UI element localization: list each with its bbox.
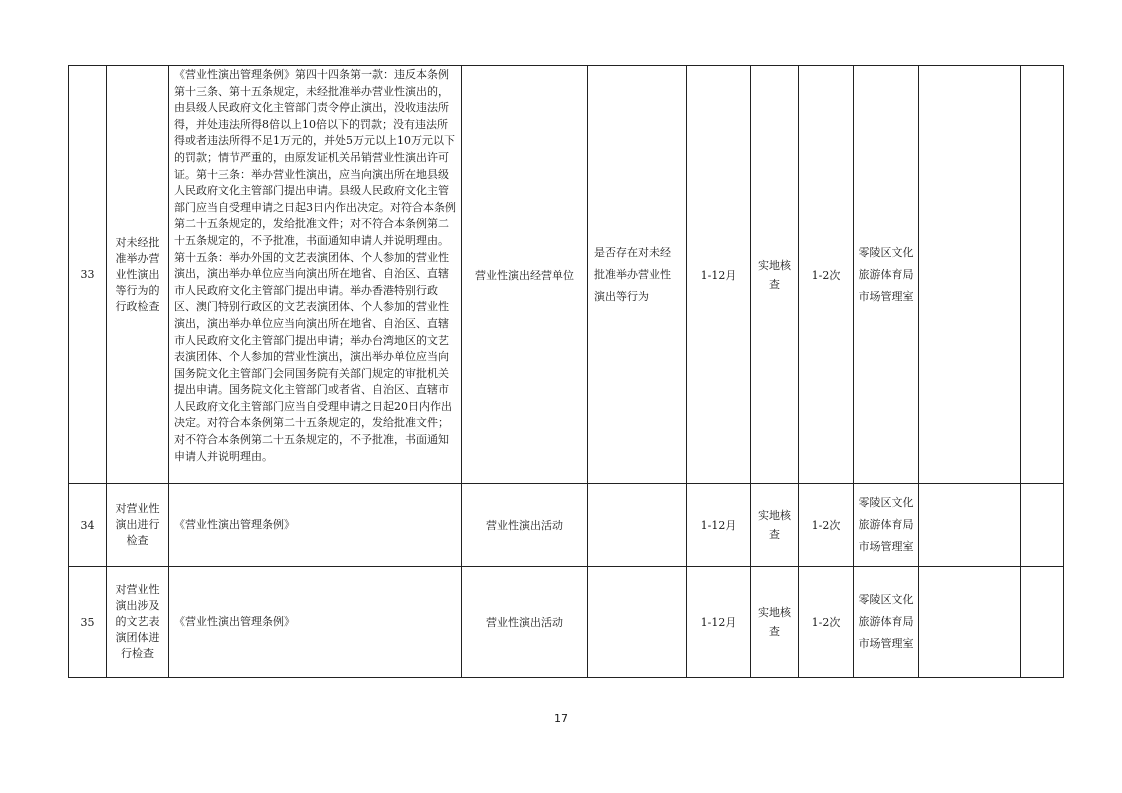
inspection-object: 营业性演出活动 [462,484,588,567]
inspection-item: 对营业性演出涉及的文艺表演团体进行检查 [107,567,169,678]
extra-cell [919,567,1021,678]
responsible-office: 零陵区文化旅游体育局市场管理室 [854,484,919,567]
inspection-time: 1-12月 [687,484,751,567]
inspection-method: 实地核查 [751,484,799,567]
inspection-content: 是否存在对未经批准举办营业性演出等行为 [588,66,687,484]
inspection-item: 对营业性演出进行检查 [107,484,169,567]
legal-basis: 《营业性演出管理条例》 [169,567,462,678]
extra-cell [1021,66,1064,484]
inspection-item: 对未经批准举办营业性演出等行为的行政检查 [107,66,169,484]
extra-cell [919,66,1021,484]
table-row [69,567,1064,678]
responsible-office: 零陵区文化旅游体育局市场管理室 [854,66,919,484]
inspection-method: 实地核查 [751,66,799,484]
row-number: 35 [69,567,107,678]
legal-basis: 《营业性演出管理条例》第四十四条第一款：违反本条例第十三条、第十五条规定，未经批准举办营业性演出的，由县级人民政府文化主管部门责令停止演出，没收违法所得，并处违法所得8倍以上10倍以下的罚款；没有违法所得或者违法所得不足1万元的，并处5万元以上10万元以下的罚款；情节严重的，由原发证机关吊销营业性演出许可证。第十三条：举办营业性演出，应当向演出所在地县级人民政府文化主管部门提出申请。县级人民政府文化主管部门应当自受理申请之日起3日内作出决定。对符合本条例第二十五条规定的，发给批准文件；对不符合本条例第二十五条规定的，不予批准，书面通知申请人并说明理由。第十五条：举办外国的文艺表演团体、个人参加的营业性演出，演出举办单位应当向演出所在地省、自治区、直辖市人民政府文化主管部门提出申请。举办香港特别行政区、澳门特别行政区的文艺表演团体、个人参加的营业性演出，演出举办单位应当向演出所在地省、自治区、直辖市人民政府文化主管部门提出申请；举办台湾地区的文艺表演团体、个人参加的营业性演出，演出举办单位应当向国务院文化主管部门会同国务院有关部门规定的审批机关提出申请。国务院文化主管部门或者省、自治区、直辖市人民政府文化主管部门应当自受理申请之日起20日内作出决定。对符合本条例第二十五条规定的，发给批准文件；对不符合本条例第二十五条规定的，不予批准，书面通知申请人并说明理由。 [169,66,462,484]
extra-cell [1021,567,1064,678]
table-row [69,484,1064,567]
row-number: 33 [69,66,107,484]
inspection-method: 实地核查 [751,567,799,678]
inspection-time: 1-12月 [687,66,751,484]
extra-cell [1021,484,1064,567]
legal-basis: 《营业性演出管理条例》 [169,484,462,567]
inspection-time: 1-12月 [687,567,751,678]
inspection-frequency: 1-2次 [799,66,854,484]
inspection-object: 营业性演出活动 [462,567,588,678]
page-number: 17 [554,712,568,725]
inspection-object: 营业性演出经营单位 [462,66,588,484]
inspection-frequency: 1-2次 [799,567,854,678]
extra-cell [919,484,1021,567]
inspection-frequency: 1-2次 [799,484,854,567]
inspection-content [588,567,687,678]
inspection-table [68,65,1064,678]
responsible-office: 零陵区文化旅游体育局市场管理室 [854,567,919,678]
table-row [69,66,1064,484]
row-number: 34 [69,484,107,567]
inspection-content [588,484,687,567]
